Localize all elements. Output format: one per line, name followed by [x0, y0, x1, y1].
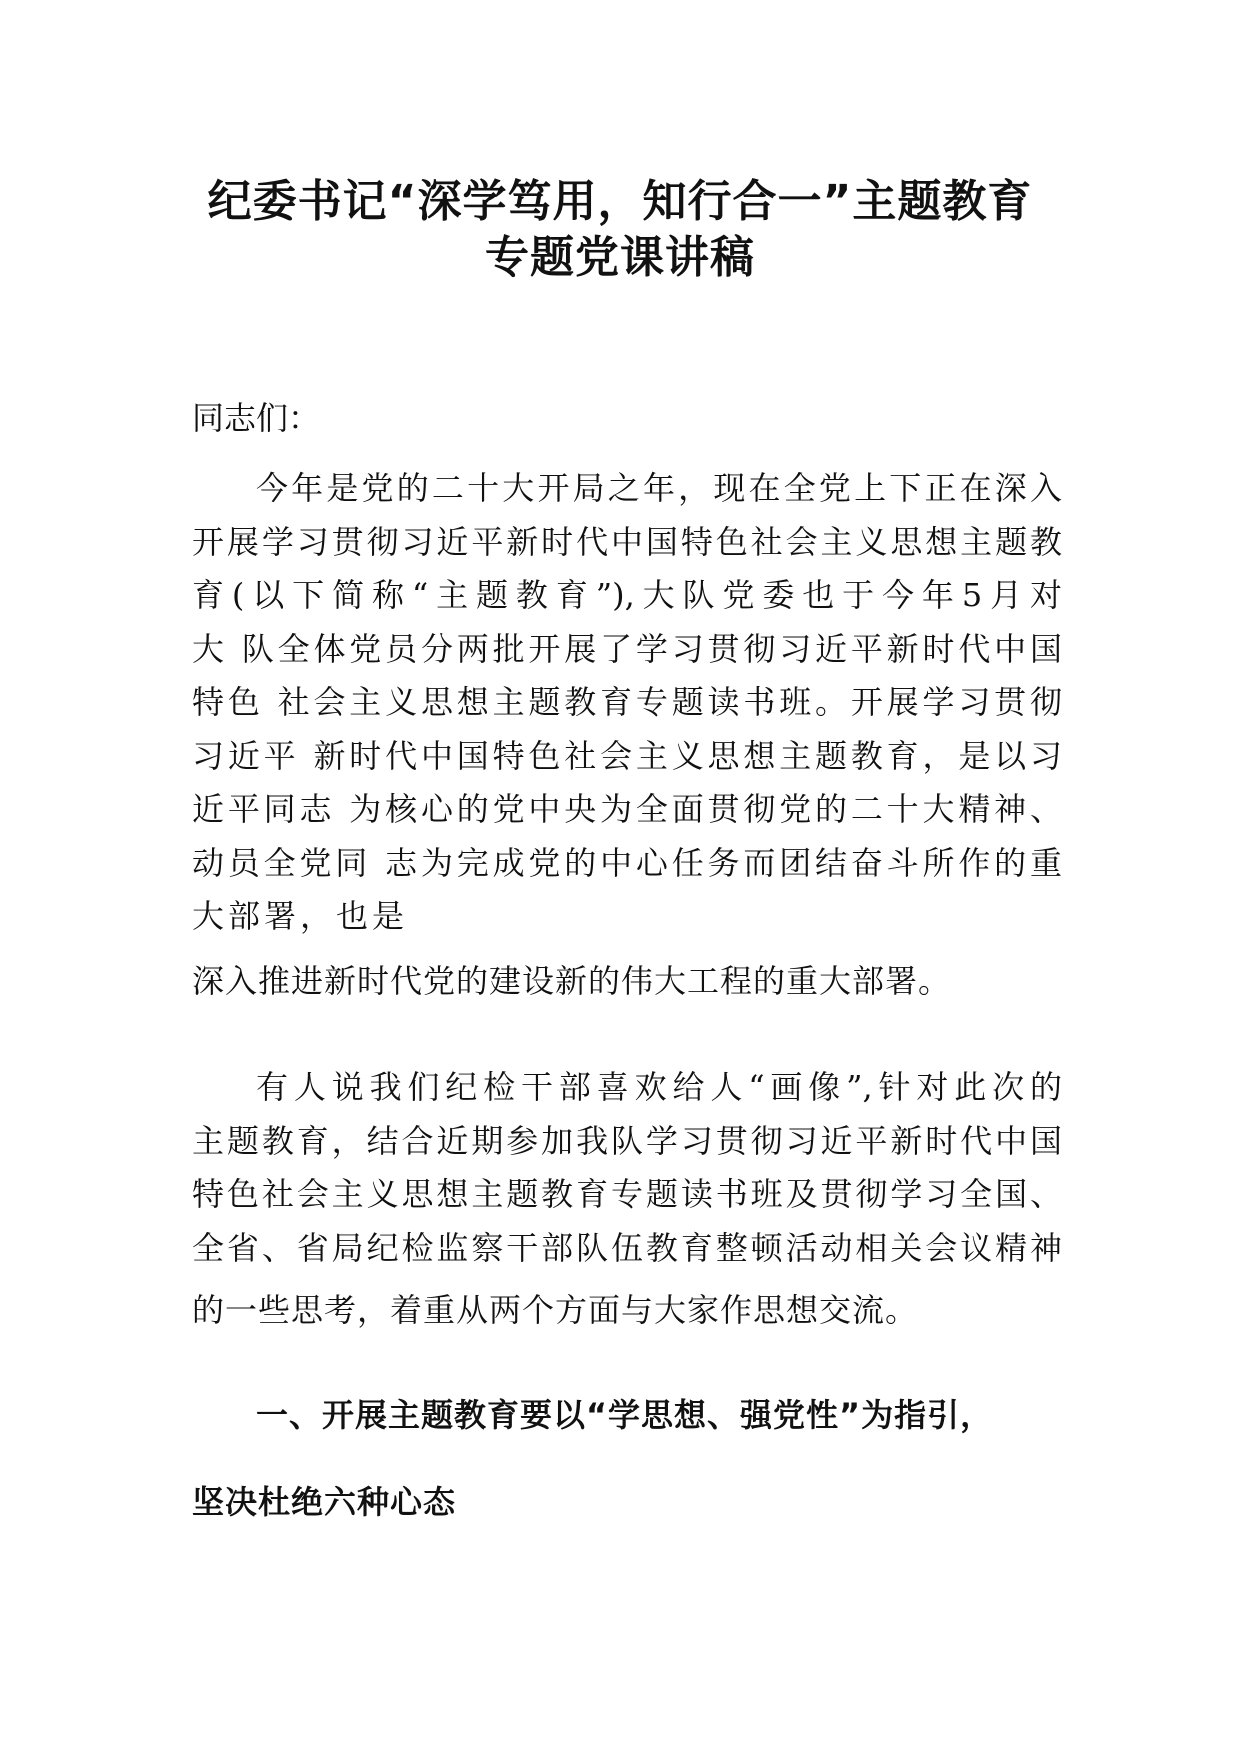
paragraph-1-line-9: 大部署，也是 — [192, 897, 409, 935]
paragraph-2-line-3: 特色社会主义思想主题教育专题读书班及贯彻学习全国、 — [192, 1175, 1062, 1213]
paragraph-1-line-6: 习近平 新时代中国特色社会主义思想主题教育，是以习 — [192, 737, 1062, 775]
salutation: 同志们： — [192, 399, 321, 437]
paragraph-1-line-1: 今年是党的二十大开局之年，现在全党上下正在深入 — [256, 469, 1062, 507]
section-heading-line-1: 一、开展主题教育要以“学思想、强党性”为指引， — [256, 1396, 994, 1434]
document-title-line-2: 专题党课讲稿 — [485, 232, 755, 283]
paragraph-2-line-5: 的一些思考，着重从两个方面与大家作思想交流。 — [192, 1291, 919, 1329]
paragraph-1-line-3: 育(以下简称“主题教育”),大队党委也于今年5月对 — [192, 576, 1062, 614]
paragraph-1-line-8: 动员全党同 志为完成党的中心任务而团结奋斗所作的重 — [192, 844, 1062, 882]
paragraph-2-line-1: 有人说我们纪检干部喜欢给人“画像”,针对此次的 — [256, 1068, 1062, 1106]
paragraph-1-line-4: 大 队全体党员分两批开展了学习贯彻习近平新时代中国 — [192, 630, 1062, 668]
paragraph-1-line-7: 近平同志 为核心的党中央为全面贯彻党的二十大精神、 — [192, 790, 1062, 828]
paragraph-2-line-4: 全省、省局纪检监察干部队伍教育整顿活动相关会议精神 — [192, 1229, 1062, 1267]
document-title-line-1: 纪委书记“深学笃用，知行合一”主题教育 — [207, 176, 1033, 227]
section-heading-line-2: 坚决杜绝六种心态 — [192, 1483, 457, 1521]
paragraph-2-line-2: 主题教育，结合近期参加我队学习贯彻习近平新时代中国 — [192, 1122, 1062, 1160]
paragraph-1-tail: 深入推进新时代党的建设新的伟大工程的重大部署。 — [192, 962, 952, 1000]
paragraph-1-line-2: 开展学习贯彻习近平新时代中国特色社会主义思想主题教 — [192, 523, 1062, 561]
paragraph-1-line-5: 特色 社会主义思想主题教育专题读书班。开展学习贯彻 — [192, 683, 1062, 721]
